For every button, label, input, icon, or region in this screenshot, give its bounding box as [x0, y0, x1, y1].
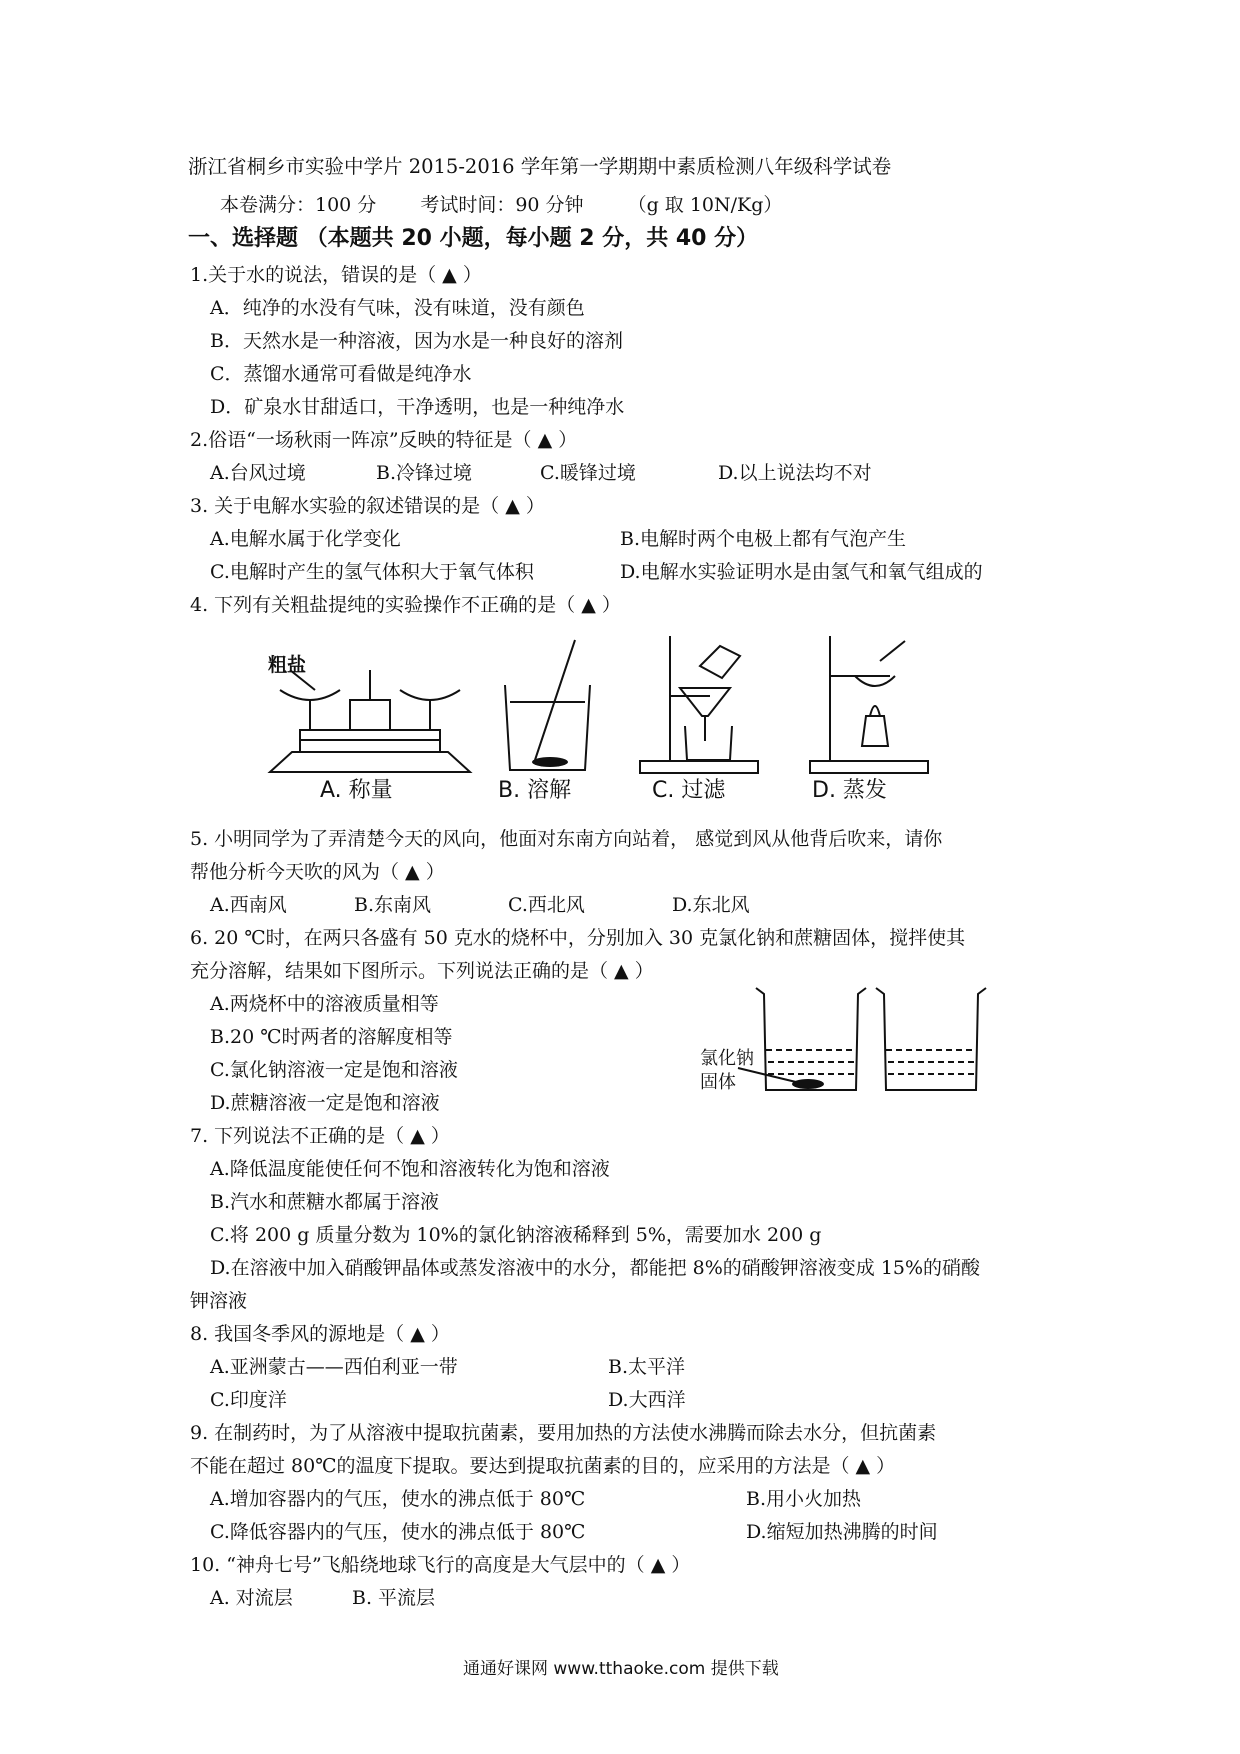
question-3-option-a: A.电解水属于化学变化 — [210, 528, 401, 550]
question-3-option-d: D.电解水实验证明水是由氢气和氧气组成的 — [620, 561, 983, 583]
question-6-option-d: D.蔗糖溶液一定是饱和溶液 — [210, 1092, 440, 1114]
evaporation-figure — [810, 636, 930, 776]
question-5-stem-line1: 5. 小明同学为了弄清楚今天的风向，他面对东南方向站着， 感觉到风从他背后吹来，请你 — [190, 828, 943, 850]
question-5-option-d: D.东北风 — [672, 894, 750, 916]
figure-label-nacl-1: 氯化钠 — [700, 1048, 754, 1069]
question-2-option-a: A.台风过境 — [210, 462, 306, 484]
question-1-stem: 1.关于水的说法，错误的是（ ▲ ） — [190, 264, 482, 286]
question-10-stem: 10. “神舟七号”飞船绕地球飞行的高度是大气层中的（ ▲ ） — [190, 1554, 691, 1576]
question-3-option-b: B.电解时两个电极上都有气泡产生 — [620, 528, 907, 550]
question-9-option-c: C.降低容器内的气压，使水的沸点低于 80℃ — [210, 1521, 586, 1543]
question-2-option-b: B.冷锋过境 — [376, 462, 473, 484]
question-5-option-b: B.东南风 — [354, 894, 432, 916]
question-1-option-c: C．蒸馏水通常可看做是纯净水 — [210, 363, 472, 385]
two-beakers-figure — [750, 988, 1000, 1100]
question-4-stem: 4. 下列有关粗盐提纯的实验操作不正确的是（ ▲ ） — [190, 594, 621, 616]
question-5-option-a: A.西南风 — [210, 894, 287, 916]
filtration-figure — [640, 636, 760, 776]
question-5-option-c: C.西北风 — [508, 894, 585, 916]
question-6-stem-line2: 充分溶解，结果如下图所示。下列说法正确的是（ ▲ ） — [190, 960, 654, 982]
figure-caption-b: B. 溶解 — [498, 778, 572, 803]
figure-caption-c: C. 过滤 — [652, 778, 726, 803]
question-1-option-d: D．矿泉水甘甜适口，干净透明，也是一种纯净水 — [210, 396, 625, 418]
question-8-option-d: D.大西洋 — [608, 1389, 686, 1411]
question-9-stem-line2: 不能在超过 80℃的温度下提取。要达到提取抗菌素的目的，应采用的方法是（ ▲ ） — [190, 1455, 896, 1477]
question-9-option-d: D.缩短加热沸腾的时间 — [746, 1521, 938, 1543]
question-7-option-d-line2: 钾溶液 — [190, 1290, 248, 1312]
question-6-option-b: B.20 ℃时两者的溶解度相等 — [210, 1026, 453, 1048]
question-6-option-a: A.两烧杯中的溶液质量相等 — [210, 993, 439, 1015]
question-7-option-c: C.将 200 g 质量分数为 10%的氯化钠溶液稀释到 5%，需要加水 200 g — [210, 1224, 822, 1246]
question-8-stem: 8. 我国冬季风的源地是（ ▲ ） — [190, 1323, 450, 1345]
exam-title: 浙江省桐乡市实验中学片 2015-2016 学年第一学期期中素质检测八年级科学试卷 — [188, 155, 892, 178]
question-3-option-c: C.电解时产生的氢气体积大于氧气体积 — [210, 561, 534, 583]
question-10-option-a: A. 对流层 — [210, 1587, 293, 1609]
question-5-stem-line2: 帮他分析今天吹的风为（ ▲ ） — [190, 861, 445, 883]
section-heading: 一、选择题 （本题共 20 小题，每小题 2 分，共 40 分） — [188, 226, 759, 251]
figure-caption-a: A. 称量 — [320, 778, 393, 803]
figure-caption-d: D. 蒸发 — [812, 778, 887, 803]
question-9-stem-line1: 9. 在制药时，为了从溶液中提取抗菌素，要用加热的方法使水沸腾而除去水分，但抗菌素 — [190, 1422, 937, 1444]
question-2-stem: 2.俗语“一场秋雨一阵凉”反映的特征是（ ▲ ） — [190, 429, 578, 451]
dissolving-beaker-figure — [500, 640, 600, 775]
footer-download-notice: 通通好课网 www.tthaoke.com 提供下载 — [463, 1659, 779, 1679]
question-1-option-b: B．天然水是一种溶液，因为水是一种良好的溶剂 — [210, 330, 623, 352]
question-6-stem-line1: 6. 20 ℃时，在两只各盛有 50 克水的烧杯中，分别加入 30 克氯化钠和蔗糖固体，搅拌使其 — [190, 927, 966, 949]
question-10-option-b: B. 平流层 — [352, 1587, 436, 1609]
question-9-option-b: B.用小火加热 — [746, 1488, 862, 1510]
exam-info: 本卷满分：100 分 考试时间：90 分钟 （g 取 10N/Kg） — [220, 194, 783, 216]
question-7-option-a: A.降低温度能使任何不饱和溶液转化为饱和溶液 — [210, 1158, 610, 1180]
question-2-option-c: C.暖锋过境 — [540, 462, 636, 484]
question-7-option-b: B.汽水和蔗糖水都属于溶液 — [210, 1191, 440, 1213]
question-6-option-c: C.氯化钠溶液一定是饱和溶液 — [210, 1059, 458, 1081]
question-7-option-d-line1: D.在溶液中加入硝酸钾晶体或蒸发溶液中的水分，都能把 8%的硝酸钾溶液变成 15%的硝酸 — [210, 1257, 981, 1279]
question-8-option-c: C.印度洋 — [210, 1389, 287, 1411]
question-8-option-a: A.亚洲蒙古——西伯利亚一带 — [210, 1356, 458, 1378]
question-9-option-a: A.增加容器内的气压，使水的沸点低于 80℃ — [210, 1488, 586, 1510]
figure-label-crude-salt: 粗盐 — [268, 654, 307, 676]
figure-label-nacl-2: 固体 — [700, 1072, 736, 1093]
balance-scale-figure — [270, 660, 470, 775]
question-8-option-b: B.太平洋 — [608, 1356, 686, 1378]
question-7-stem: 7. 下列说法不正确的是（ ▲ ） — [190, 1125, 450, 1147]
question-2-option-d: D.以上说法均不对 — [718, 462, 872, 484]
question-3-stem: 3. 关于电解水实验的叙述错误的是（ ▲ ） — [190, 495, 545, 517]
question-1-option-a: A．纯净的水没有气味，没有味道，没有颜色 — [210, 297, 585, 319]
